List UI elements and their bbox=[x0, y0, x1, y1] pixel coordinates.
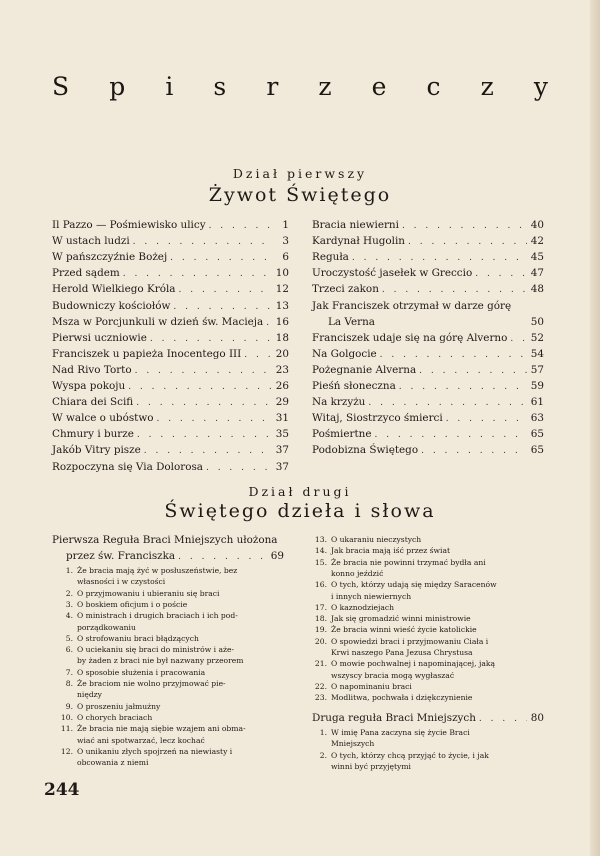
rule-chapter-text: własności i w czystości bbox=[77, 577, 166, 587]
rule-chapter-line bbox=[52, 645, 234, 656]
rule-chapter-number: 3. bbox=[65, 599, 73, 609]
rule-chapter-line bbox=[306, 682, 412, 693]
title-letter: i bbox=[165, 72, 174, 101]
toc-entry-page: 3 bbox=[282, 235, 289, 248]
toc-entry-page: 65 bbox=[530, 444, 544, 457]
leader-dots bbox=[136, 396, 272, 410]
rule-chapter-line bbox=[306, 671, 454, 682]
toc-entry-title: W walce o ubóstwo bbox=[52, 412, 154, 425]
rule-chapter-line bbox=[52, 679, 226, 690]
toc-entry-page: 13 bbox=[275, 299, 289, 312]
toc-entry-page: 37 bbox=[275, 460, 289, 473]
first-rule-title-line2: przez św. Franciszka bbox=[66, 550, 176, 562]
page-title bbox=[52, 72, 548, 101]
second-rule-row bbox=[312, 711, 544, 725]
leader-dots bbox=[402, 219, 527, 233]
rule-chapter-text: wszyscy bracia mogą wygłaszać bbox=[331, 670, 455, 680]
rule-chapter-line bbox=[52, 668, 205, 679]
rule-chapter-text: O ministrach i drugich braciach i ich pod- bbox=[77, 611, 238, 621]
rule-chapter-text: O unikaniu złych spojrzeń na niewiasty i bbox=[77, 746, 233, 756]
toc-entry-page: 35 bbox=[275, 428, 289, 441]
rule-chapter-text: Mniejszych bbox=[331, 739, 375, 749]
page-edge bbox=[590, 0, 600, 856]
toc-entry-page: 50 bbox=[530, 315, 545, 328]
toc-entry bbox=[52, 411, 289, 425]
rule-chapter-text: by żaden z braci nie był nazwany przeorem bbox=[77, 656, 244, 666]
second-rule-page: 80 bbox=[530, 712, 544, 724]
toc-entry-page: 12 bbox=[275, 283, 289, 296]
rule-chapter-text: Że bracia nie powinni trzymać bydła ani bbox=[331, 557, 486, 567]
first-rule-row bbox=[66, 549, 284, 563]
rule-chapter-number: 17. bbox=[314, 602, 327, 612]
toc-entry-page: 1 bbox=[282, 219, 289, 231]
rule-chapter-line bbox=[306, 592, 411, 603]
toc-entry-title: Bracia niewierni bbox=[312, 219, 399, 231]
rule-chapter-text: O tych, którzy udają się między Saracenów bbox=[331, 580, 497, 590]
toc-entry-title: Pożegnanie Alverna bbox=[312, 363, 417, 376]
toc-entry bbox=[52, 299, 289, 313]
toc-entry-page: 47 bbox=[530, 267, 544, 280]
leader-dots bbox=[399, 380, 527, 394]
leader-dots bbox=[133, 235, 272, 249]
rule-chapter-line bbox=[52, 611, 238, 622]
rule-chapter-text: Że bracia mają żyć w posłuszeństwie, bez bbox=[77, 566, 238, 575]
rule-chapter-text: O uciekaniu się braci do ministrów i aże- bbox=[77, 645, 235, 655]
toc-entry-title: Herold Wielkiego Króla bbox=[52, 283, 176, 296]
rule-chapter-text: O chorych braciach bbox=[77, 712, 153, 722]
toc-entry-page: 54 bbox=[530, 347, 544, 360]
rule-chapter-text: niędzy bbox=[77, 690, 102, 700]
leader-dots bbox=[475, 267, 527, 281]
toc-entry-page: 48 bbox=[530, 283, 544, 296]
rule-chapter-number: 14. bbox=[314, 546, 327, 556]
rule-chapter-text: konno jeździć bbox=[331, 568, 384, 578]
toc-entry-title: Na krzyżu bbox=[312, 396, 366, 409]
toc-entry bbox=[312, 331, 544, 345]
leader-dots bbox=[510, 332, 527, 346]
second-rule-title: Druga reguła Braci Mniejszych bbox=[312, 712, 476, 724]
rule-chapter-line bbox=[306, 648, 473, 659]
rule-chapter-text: winni być przyjętymi bbox=[331, 761, 411, 771]
leader-dots bbox=[206, 461, 272, 475]
rule-chapter-number: 15. bbox=[314, 557, 327, 567]
rule-chapter-text: O mowie pochwalnej i napominającej, jaką bbox=[331, 659, 495, 669]
toc-entry-page: 26 bbox=[275, 380, 289, 392]
rule-chapter-text: O spowiedzi braci i przyjmowaniu Ciała i bbox=[331, 636, 489, 646]
first-rule-title-line1: Pierwsza Reguła Braci Mniejszych ułożona bbox=[52, 534, 278, 546]
toc-entry-page: 37 bbox=[275, 444, 289, 457]
rule-chapter-text: O napominaniu braci bbox=[331, 681, 412, 691]
title-letter: c bbox=[426, 72, 441, 101]
leader-dots bbox=[374, 428, 527, 442]
rule-chapter-line bbox=[306, 546, 450, 557]
rule-chapter-line bbox=[52, 634, 199, 645]
toc-entry-page: 45 bbox=[530, 251, 544, 264]
rule-chapter-number: 10. bbox=[60, 712, 73, 722]
leader-dots bbox=[123, 267, 272, 281]
title-letter: z bbox=[318, 72, 332, 101]
leader-dots bbox=[128, 380, 272, 394]
leader-dots bbox=[419, 364, 527, 378]
leader-dots bbox=[352, 251, 527, 265]
toc-entry bbox=[52, 347, 289, 361]
rule-chapter-line bbox=[306, 558, 486, 569]
leader-dots bbox=[135, 364, 272, 378]
rule-chapter-line bbox=[52, 577, 165, 588]
toc-entry-page: 52 bbox=[530, 331, 544, 344]
rule-chapter-text: Że bracia winni wieść życie katolickie bbox=[331, 625, 477, 635]
toc-entry-page: 65 bbox=[530, 428, 544, 441]
rule-chapter-text: Że bracia nie mają siębie wzajem ani obma- bbox=[77, 724, 246, 734]
toc-entry bbox=[52, 218, 289, 232]
toc-entry-title: Chiara dei Scifi bbox=[52, 396, 134, 409]
toc-entry-page: 18 bbox=[275, 331, 289, 344]
toc-entry-page: 57 bbox=[530, 363, 544, 376]
toc-entry-title: Przed sądem bbox=[52, 267, 120, 280]
toc-entry-page: 10 bbox=[275, 267, 289, 280]
toc-entry bbox=[312, 363, 544, 377]
toc-entry-title: W pańszczyźnie Bożej bbox=[52, 251, 168, 264]
toc-entry bbox=[312, 218, 544, 232]
rule-chapter-text: O strofowaniu braci błądzących bbox=[77, 633, 199, 643]
toc-entry bbox=[52, 234, 289, 248]
toc-entry-page: 59 bbox=[530, 380, 544, 392]
toc-entry bbox=[312, 411, 544, 425]
rule-chapter-text: O proszeniu jałmużny bbox=[77, 701, 161, 711]
rule-chapter-line bbox=[52, 690, 102, 701]
rule-chapter-text: O sposobie służenia i pracowania bbox=[77, 667, 206, 677]
rule-chapter-number: 12. bbox=[60, 746, 73, 756]
toc-entry-title: Reguła bbox=[312, 251, 349, 264]
toc-entry-title: Budowniczy kościołów bbox=[52, 299, 171, 312]
toc-entry-title: La Verna bbox=[328, 315, 375, 328]
rule-chapter-text: O boskiem oficjum i o poście bbox=[77, 599, 188, 609]
rule-chapter-text: i innych niewiernych bbox=[331, 591, 412, 601]
rule-chapter-line bbox=[306, 535, 421, 546]
rule-chapter-line bbox=[306, 659, 495, 670]
rule-chapter-line bbox=[52, 656, 243, 667]
leader-dots bbox=[178, 550, 267, 564]
rule-chapter-line bbox=[306, 693, 472, 704]
toc-entry-page: 31 bbox=[275, 412, 289, 425]
rule-chapter-number: 9. bbox=[65, 701, 73, 711]
toc-entry bbox=[312, 250, 544, 264]
toc-entry-title: Podobizna Świętego bbox=[312, 444, 419, 457]
title-letter: z bbox=[480, 72, 494, 101]
rule-chapter-text: Jak bracia mają iść przez świat bbox=[331, 546, 451, 556]
rule-chapter-text: Jak się gromadzić winni ministrowie bbox=[331, 614, 471, 624]
toc-entry bbox=[312, 282, 544, 296]
toc-entry bbox=[52, 250, 289, 264]
rule-chapter-number: 20. bbox=[314, 636, 327, 646]
toc-entry bbox=[52, 443, 289, 457]
toc-entry-page: 29 bbox=[275, 396, 289, 409]
toc-entry bbox=[52, 266, 289, 280]
first-rule-page: 69 bbox=[270, 550, 284, 562]
rule-chapter-number: 5. bbox=[65, 633, 73, 643]
rule-chapter-line bbox=[52, 747, 232, 758]
rule-chapter-text: wiać ani spotwarzać, lecz kochać bbox=[77, 735, 205, 745]
toc-entry-title: Msza w Porcjunkuli w dzień św. Macieja bbox=[52, 315, 264, 328]
rule-chapter-line bbox=[52, 736, 205, 747]
leader-dots bbox=[137, 428, 272, 442]
toc-entry-title: Nad Rivo Torto bbox=[52, 363, 132, 376]
rule-chapter-line bbox=[306, 625, 477, 636]
rule-chapter-text: O tych, którzy chcą przyjąć to życie, i jak bbox=[331, 750, 489, 760]
toc-entry bbox=[312, 299, 544, 313]
toc-entry-title: Na Golgocie bbox=[312, 347, 377, 360]
rule-chapter-line bbox=[52, 600, 187, 611]
toc-entry-title: Pieśń słoneczna bbox=[312, 380, 396, 392]
rule-chapter-number: 6. bbox=[65, 645, 73, 655]
rule-chapter-number: 2. bbox=[65, 588, 73, 598]
rule-chapter-number: 23. bbox=[314, 693, 327, 703]
toc-entry bbox=[52, 363, 289, 377]
title-letter: y bbox=[533, 72, 548, 101]
part2-label: Dział drugi bbox=[248, 484, 352, 499]
toc-entry-title: Franciszek u papieża Inocentego III bbox=[52, 347, 242, 360]
rule-chapter-text: O przyjmowaniu i ubieraniu się braci bbox=[77, 588, 220, 598]
leader-dots bbox=[209, 219, 272, 233]
rule-chapter-text: Krwi naszego Pana Jezusa Chrystusa bbox=[331, 648, 473, 657]
rule-chapter-text: obcowania z niemi bbox=[77, 758, 149, 768]
toc-entry bbox=[312, 234, 544, 248]
leader-dots bbox=[380, 348, 527, 362]
toc-entry-title: Trzeci zakon bbox=[312, 283, 379, 296]
toc-entry bbox=[52, 379, 289, 393]
rule-chapter-number: 22. bbox=[314, 681, 327, 691]
toc-entry-page: 20 bbox=[275, 347, 289, 360]
toc-entry-page: 63 bbox=[530, 412, 544, 425]
leader-dots bbox=[144, 444, 272, 458]
toc-entry-page: 42 bbox=[530, 235, 544, 248]
toc-entry bbox=[52, 395, 289, 409]
part2-heading: Świętego dzieła i słowa bbox=[164, 500, 436, 522]
rule-chapter-line bbox=[306, 762, 411, 773]
rule-chapter-number: 11. bbox=[60, 724, 73, 734]
toc-entry-title: Kardynał Hugolin bbox=[312, 235, 406, 248]
rule-chapter-number: 7. bbox=[65, 667, 73, 677]
title-letter: r bbox=[266, 72, 279, 101]
toc-entry-title: Witaj, Siostrzyco śmierci bbox=[312, 412, 443, 425]
rule-chapter-text: O kaznodziejach bbox=[331, 602, 395, 612]
rule-chapter-line bbox=[306, 751, 489, 762]
rule-chapter-line bbox=[306, 580, 497, 591]
part1-heading: Żywot Świętego bbox=[208, 184, 392, 206]
rule-chapter-line bbox=[52, 724, 246, 735]
toc-entry-title: Uroczystość jasełek w Greccio bbox=[312, 267, 473, 280]
toc-entry bbox=[312, 379, 544, 393]
leader-dots bbox=[421, 444, 527, 458]
rule-chapter-number: 16. bbox=[314, 580, 327, 590]
rule-chapter-line bbox=[52, 758, 148, 769]
toc-entry-title: Jak Franciszek otrzymał w darze górę bbox=[312, 299, 512, 312]
toc-entry-page: 61 bbox=[530, 396, 544, 409]
leader-dots bbox=[150, 332, 272, 346]
title-letter: S bbox=[52, 72, 70, 101]
toc-entry bbox=[52, 460, 289, 474]
leader-dots bbox=[382, 283, 527, 297]
rule-chapter-text: Że braciom nie wolno przyjmować pie- bbox=[77, 679, 226, 688]
leader-dots bbox=[156, 412, 272, 426]
toc-entry-page: 6 bbox=[282, 251, 289, 264]
toc-entry-title: Il Pazzo — Pośmiewisko ulicy bbox=[52, 219, 206, 231]
toc-entry-page: 40 bbox=[530, 219, 544, 231]
leader-dots bbox=[179, 283, 273, 297]
leader-dots bbox=[368, 396, 527, 410]
toc-entry bbox=[52, 315, 289, 329]
rule-chapter-line bbox=[52, 589, 219, 600]
rule-chapter-number: 8. bbox=[65, 679, 73, 688]
toc-entry-page: 23 bbox=[275, 363, 289, 376]
title-letter: p bbox=[109, 72, 126, 101]
rule-chapter-number: 13. bbox=[314, 535, 327, 544]
rule-chapter-line bbox=[306, 739, 374, 750]
toc-entry-title: Pośmiertne bbox=[312, 428, 372, 441]
rule-chapter-number: 1. bbox=[319, 728, 327, 737]
toc-entry-title: W ustach ludzi bbox=[52, 235, 130, 248]
toc-entry-continuation bbox=[328, 315, 544, 329]
toc-entry-title: Wyspa pokoju bbox=[52, 380, 126, 392]
toc-entry bbox=[312, 427, 544, 441]
toc-entry-title: Pierwsi uczniowie bbox=[52, 331, 147, 344]
part1-label: Dział pierwszy bbox=[232, 166, 368, 181]
rule-chapter-line bbox=[306, 614, 471, 625]
rule-chapter-line bbox=[52, 623, 136, 634]
toc-entry-title: Rozpoczyna się Via Dolorosa bbox=[52, 460, 203, 473]
leader-dots bbox=[408, 235, 527, 249]
rule-chapter-number: 1. bbox=[65, 566, 73, 575]
rule-chapter-text: W imię Pana zaczyna się życie Braci bbox=[331, 728, 470, 737]
leader-dots bbox=[173, 300, 272, 314]
toc-entry-title: Jakób Vitry pisze bbox=[52, 444, 141, 457]
toc-entry bbox=[312, 347, 544, 361]
rule-chapter-line bbox=[306, 637, 488, 648]
rule-chapter-number: 19. bbox=[314, 625, 327, 635]
rule-chapter-line bbox=[306, 603, 394, 614]
leader-dots bbox=[170, 251, 272, 265]
toc-entry-page: 16 bbox=[275, 315, 289, 328]
leader-dots bbox=[266, 316, 272, 330]
title-letter: s bbox=[213, 72, 227, 101]
toc-entry-title: Franciszek udaje się na górę Alverno bbox=[312, 331, 508, 344]
rule-chapter-number: 2. bbox=[319, 750, 327, 760]
leader-dots bbox=[479, 712, 527, 726]
rule-chapter-line bbox=[306, 569, 383, 580]
toc-entry bbox=[312, 395, 544, 409]
rule-chapter-text: Modlitwa, pochwała i dziękczynienie bbox=[331, 693, 473, 703]
rule-chapter-line bbox=[52, 566, 237, 577]
leader-dots bbox=[446, 412, 527, 426]
rule-chapter-text: O ukaraniu nieczystych bbox=[331, 535, 422, 544]
toc-entry-title: Chmury i burze bbox=[52, 428, 134, 441]
toc-entry bbox=[52, 282, 289, 296]
rule-chapter-number: 18. bbox=[314, 614, 327, 624]
toc-entry bbox=[52, 427, 289, 441]
rule-chapter-line bbox=[52, 702, 160, 713]
rule-chapter-number: 4. bbox=[65, 611, 73, 621]
toc-entry bbox=[312, 443, 544, 457]
rule-chapter-number: 21. bbox=[314, 659, 327, 669]
page-number: 244 bbox=[44, 780, 80, 800]
title-letter: e bbox=[371, 72, 387, 101]
leader-dots bbox=[244, 348, 272, 362]
rule-chapter-line bbox=[306, 728, 470, 739]
toc-entry bbox=[52, 331, 289, 345]
rule-chapter-text: porządkowaniu bbox=[77, 622, 136, 632]
toc-entry bbox=[312, 266, 544, 280]
rule-chapter-line bbox=[52, 713, 152, 724]
